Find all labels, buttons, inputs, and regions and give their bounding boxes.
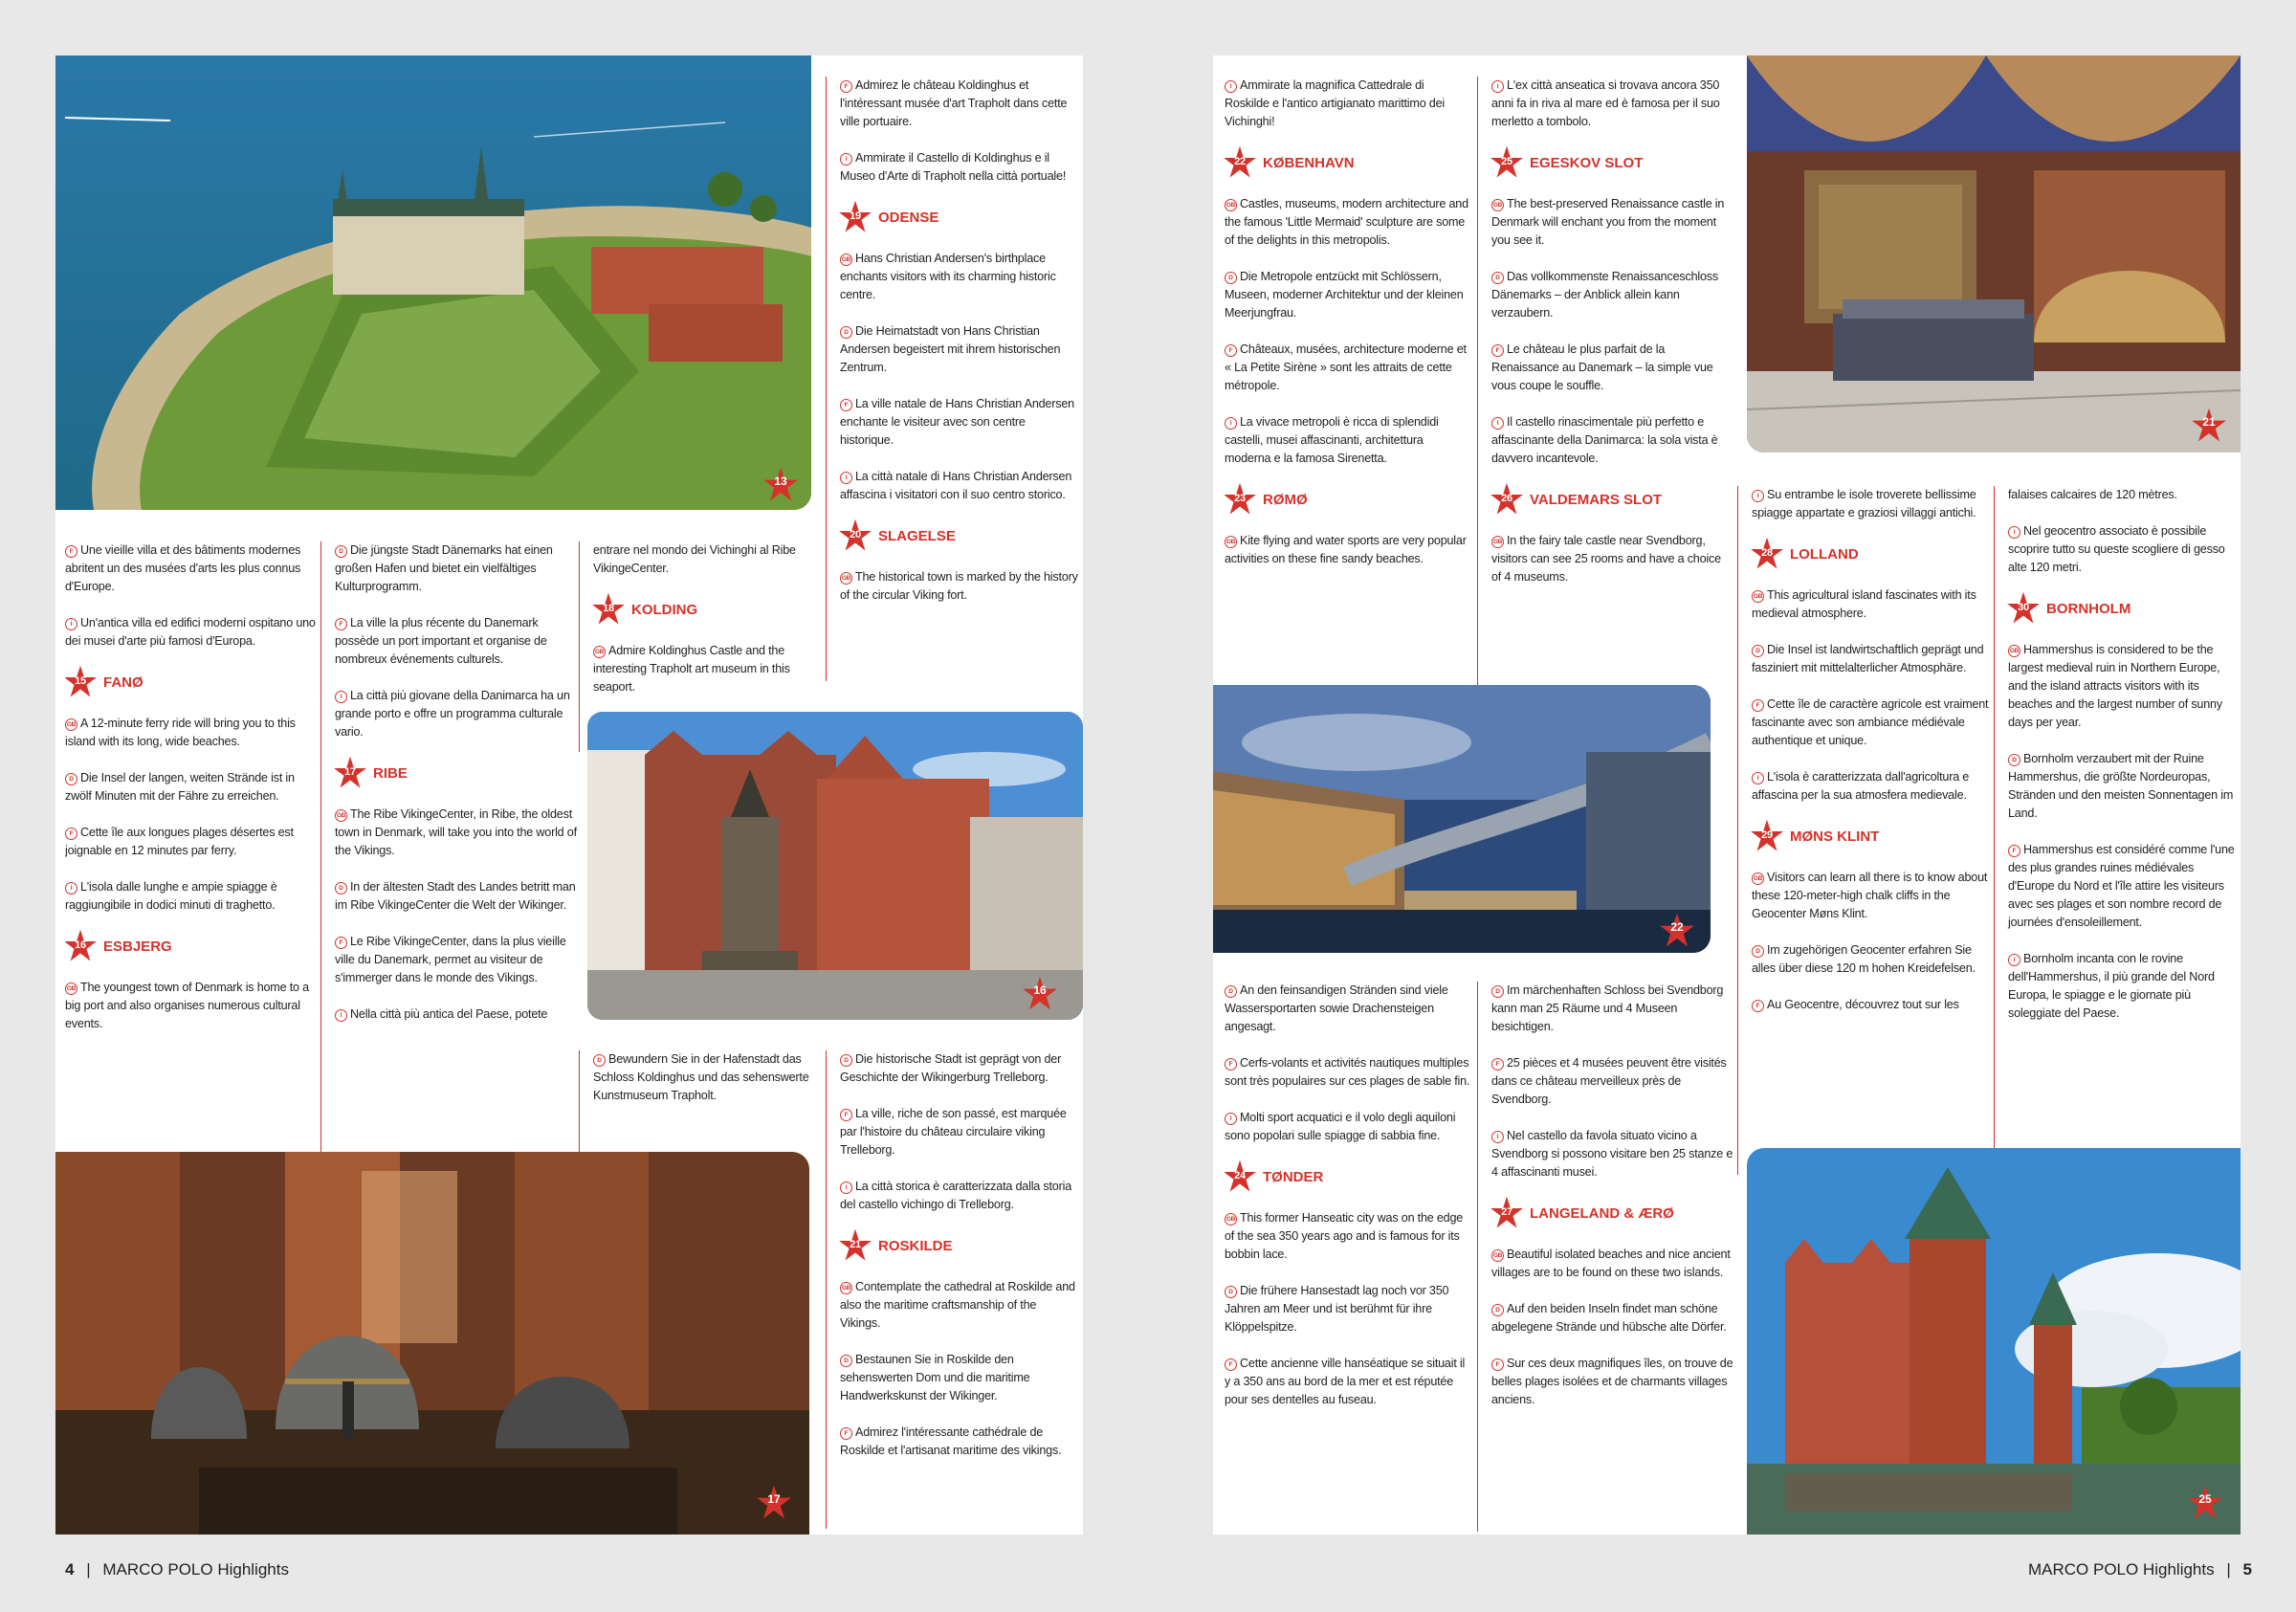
language-flag-icon: I xyxy=(1491,417,1504,430)
footer-right xyxy=(2028,1560,2252,1579)
language-flag-icon: F xyxy=(1225,344,1237,357)
language-flag-icon: GB xyxy=(1491,536,1504,548)
description-text: I Bornholm incanta con le rovine dell'Hammershus, il più grande del Nord Europa, le spiagge e le giornate più soleggiate del Paese. xyxy=(2008,952,2215,1020)
heading-slagelse xyxy=(838,519,1078,553)
language-flag-icon: I xyxy=(2008,954,2020,966)
description-text: I La vivace metropoli è ricca di splendidi castelli, musei affascinanti, architettura moderna e la famosa Sirenetta. xyxy=(1225,415,1439,465)
heading-ribe xyxy=(333,756,579,790)
description-text: I Nel geocentro associato è possibile scoprire tutto su queste scogliere di gesso alte 120 metri. xyxy=(2008,524,2225,574)
description-text: F Au Geocentre, découvrez tout sur les xyxy=(1752,996,1994,1014)
description-text: F Sur ces deux magnifiques îles, on trouve de belles plages isolées et de charmants villages anciens. xyxy=(1491,1357,1733,1406)
description-text: D Bornholm verzaubert mit der Ruine Hammershus, die größte Nordeuropas, Stränden und den meisten Sonnentagen im Land. xyxy=(2008,752,2234,820)
description-text: GB This agricultural island fascinates with its medieval atmosphere. xyxy=(1752,588,1976,620)
language-flag-icon: D xyxy=(335,882,347,894)
heading-bornholm xyxy=(2006,591,2241,626)
star-icon: 19 xyxy=(838,200,872,234)
photo-number-badge: 22 xyxy=(1659,913,1695,949)
description-text: I Nel castello da favola situato vicino a Svendborg si possono visitare ben 25 stanze e 4 affascinanti musei. xyxy=(1491,1129,1733,1179)
place-name: MØNS KLINT xyxy=(1790,828,1880,845)
footer-left xyxy=(65,1560,289,1579)
language-flag-icon: D xyxy=(1225,985,1237,998)
language-flag-icon: GB xyxy=(1752,590,1764,603)
star-icon: 15 xyxy=(65,665,98,699)
heading-lolland xyxy=(1750,537,1994,571)
viking-helmets-photo xyxy=(55,1152,809,1535)
description-text: F La ville, riche de son passé, est marquée par l'histoire du château circulaire viking Trelleborg. xyxy=(840,1107,1067,1157)
language-flag-icon: D xyxy=(65,773,77,785)
description-text: GB Contemplate the cathedral at Roskilde and also the maritime craftsmanship of the Vikings. xyxy=(840,1280,1075,1330)
language-flag-icon: I xyxy=(335,1009,347,1022)
heading-odense xyxy=(838,200,1078,234)
description-text: GB Admire Koldinghus Castle and the interesting Trapholt art museum in this seaport. xyxy=(593,644,790,694)
description-text: F Une vieille villa et des bâtiments modernes abritent un des musées d'arts les plus connus d'Europe. xyxy=(65,543,301,593)
description-text: GB This former Hanseatic city was on the edge of the sea 350 years ago and is famous for its bobbin lace. xyxy=(1225,1211,1464,1261)
heading-mons-klint xyxy=(1750,819,1994,853)
description-text: D An den feinsandigen Stränden sind viele Wassersportarten sowie Drachensteigen angesagt. xyxy=(1225,983,1448,1033)
language-flag-icon: I xyxy=(1752,490,1764,502)
place-name: LANGELAND & ÆRØ xyxy=(1530,1204,1674,1222)
place-name: ODENSE xyxy=(878,209,939,226)
text-column-5b xyxy=(1225,982,1471,1532)
heading-fano xyxy=(65,665,316,699)
description-text: F Le Ribe VikingeCenter, dans la plus vieille ville du Danemark, permet au visiteur de s'immerger dans le monde des Vikings. xyxy=(335,935,566,984)
description-text: D In der ältesten Stadt des Landes betritt man im Ribe VikingeCenter die Welt der Wikinger. xyxy=(335,880,576,912)
place-name: EGESKOV SLOT xyxy=(1530,154,1644,171)
description-text: D Die frühere Hansestadt lag noch vor 350 Jahren am Meer und ist berühmt für ihre Klöppelspitze. xyxy=(1225,1284,1449,1334)
language-flag-icon: F xyxy=(1752,699,1764,712)
language-flag-icon: I xyxy=(1491,80,1504,93)
star-icon: 29 xyxy=(1750,819,1784,853)
description-text: F Admirez le château Koldinghus et l'intéressant musée d'art Trapholt dans cette ville portuaire. xyxy=(840,78,1068,128)
language-flag-icon: D xyxy=(1225,1286,1237,1298)
description-text: F 25 pièces et 4 musées peuvent être visités dans ce château merveilleux près de Svendborg. xyxy=(1491,1056,1727,1106)
kronborg-castle-photo xyxy=(55,55,811,510)
language-flag-icon: D xyxy=(1491,1304,1504,1316)
description-text: I Un'antica villa ed edifici moderni ospitano uno dei musei d'arte più famosi d'Europa. xyxy=(65,616,316,648)
description-text: D Bestaunen Sie in Roskilde den sehenswerten Dom und die maritime Handwerkskunst der Wikinger. xyxy=(840,1353,1030,1402)
star-icon: 18 xyxy=(591,592,626,627)
photo-number-badge: 25 xyxy=(2187,1485,2223,1521)
language-flag-icon: D xyxy=(840,326,852,339)
description-text: F Cette île aux longues plages désertes est joignable en 12 minutes par ferry. xyxy=(65,826,294,857)
footer-separator: | xyxy=(2226,1560,2231,1579)
description-text: I La città storica è caratterizzata dalla storia del castello vichingo di Trelleborg. xyxy=(840,1180,1071,1211)
description-text: F Admirez l'intéressante cathédrale de Roskilde et l'artisanat maritime des vikings. xyxy=(840,1425,1062,1457)
description-text: D Im märchenhaften Schloss bei Svendborg kann man 25 Räume und 4 Museen besichtigen. xyxy=(1491,983,1724,1033)
photo-number-badge: 13 xyxy=(762,467,799,503)
description-text: D Die Heimatstadt von Hans Christian Andersen begeistert mit ihrem historischen Zentrum. xyxy=(840,324,1061,374)
page-number-right: 5 xyxy=(2242,1560,2252,1579)
language-flag-icon: D xyxy=(1225,272,1237,284)
language-flag-icon: F xyxy=(1491,344,1504,357)
description-text: D Die historische Stadt ist geprägt von der Geschichte der Wikingerburg Trelleborg. xyxy=(840,1052,1062,1084)
description-text: D Die Insel der langen, weiten Strände ist in zwölf Minuten mit der Fähre zu erreichen. xyxy=(65,771,295,803)
heading-esbjerg xyxy=(65,929,316,963)
place-name: FANØ xyxy=(103,674,144,691)
description-text: D Bewundern Sie in der Hafenstadt das Schloss Koldinghus und das sehenswerte Kunstmuseum Trapholt. xyxy=(593,1052,809,1102)
heading-egeskov xyxy=(1490,145,1733,180)
language-flag-icon: GB xyxy=(840,1282,852,1294)
description-text: I La città più giovane della Danimarca ha un grande porto e offre un programma culturale vario. xyxy=(335,689,570,739)
language-flag-icon: I xyxy=(1225,1113,1237,1125)
place-name: KØBENHAVN xyxy=(1263,154,1355,171)
description-text: GB Kite flying and water sports are very popular activities on these fine sandy beaches. xyxy=(1225,534,1467,565)
language-flag-icon: F xyxy=(1491,1358,1504,1371)
language-flag-icon: I xyxy=(840,153,852,166)
description-text: GB A 12-minute ferry ride will bring you to this island with its long, wide beaches. xyxy=(65,717,296,748)
language-flag-icon: F xyxy=(65,545,77,558)
star-icon: 28 xyxy=(1750,537,1784,571)
language-flag-icon: F xyxy=(1225,1058,1237,1071)
star-icon: 17 xyxy=(333,756,367,790)
description-text: GB In the fairy tale castle near Svendborg, visitors can see 25 rooms and have a choice of 4 museums. xyxy=(1491,534,1721,584)
language-flag-icon: D xyxy=(335,545,347,558)
description-text: F La ville la plus récente du Danemark possède un port important et organise de nombreux événements culturels. xyxy=(335,616,547,666)
language-flag-icon: GB xyxy=(1491,1249,1504,1262)
language-flag-icon: GB xyxy=(840,254,852,266)
language-flag-icon: I xyxy=(65,618,77,630)
description-text: F Cette île de caractère agricole est vraiment fascinante avec son ambiance médiévale authentique et unique. xyxy=(1752,697,1989,747)
language-flag-icon: I xyxy=(65,882,77,894)
description-text: D Auf den beiden Inseln findet man schöne abgelegene Strände und hübsche alte Dörfer. xyxy=(1491,1302,1727,1334)
place-name: RIBE xyxy=(373,764,408,782)
language-flag-icon: I xyxy=(840,472,852,484)
description-text: I La città natale di Hans Christian Andersen affascina i visitatori con il suo centro storico. xyxy=(840,470,1072,501)
page-5 xyxy=(1213,55,2241,1535)
koldinghus-square-photo xyxy=(587,712,1083,1020)
description-text: I Molti sport acquatici e il volo degli aquiloni sono popolari sulle spiagge di sabbia fine. xyxy=(1225,1111,1456,1142)
language-flag-icon: F xyxy=(65,828,77,840)
language-flag-icon: F xyxy=(2008,845,2020,857)
description-text: GB Hans Christian Andersen's birthplace enchants visitors with its charming historic centre. xyxy=(840,252,1056,301)
language-flag-icon: GB xyxy=(593,646,606,658)
language-flag-icon: F xyxy=(840,1427,852,1440)
heading-kolding xyxy=(591,592,823,627)
text-column-8 xyxy=(1994,486,2241,1175)
language-flag-icon: GB xyxy=(1225,536,1237,548)
language-flag-icon: F xyxy=(1491,1058,1504,1071)
heading-roskilde xyxy=(838,1228,1078,1263)
description-text: D Die Insel ist landwirtschaftlich geprägt und fasziniert mit mittelalterlicher Atmosphäre. xyxy=(1752,643,1984,674)
description-text: GB The Ribe VikingeCenter, in Ribe, the oldest town in Denmark, will take you into the world of the Vikings. xyxy=(335,807,577,857)
star-icon: 20 xyxy=(838,519,872,553)
page-number-left: 4 xyxy=(65,1560,75,1579)
language-flag-icon: F xyxy=(1752,1000,1764,1012)
description-text: I Il castello rinascimentale più perfetto e affascinante della Danimarca: la sola vista è davvero incantevole. xyxy=(1491,415,1718,465)
text-column-6b xyxy=(1477,982,1733,1532)
description-text: I L'isola dalle lunghe e ampie spiagge è raggiungibile in dodici minuti di traghetto. xyxy=(65,880,277,912)
description-text: D Im zugehörigen Geocenter erfahren Sie alles über diese 120 m hohen Kreidefelsen. xyxy=(1752,943,1976,975)
description-text: D Die Metropole entzückt mit Schlössern, Museen, moderner Architektur und der kleinen Meerjungfrau. xyxy=(1225,270,1464,320)
place-name: TØNDER xyxy=(1263,1168,1324,1185)
language-flag-icon: F xyxy=(1225,1358,1237,1371)
language-flag-icon: D xyxy=(1752,645,1764,657)
language-flag-icon: I xyxy=(1491,1131,1504,1143)
star-icon: 24 xyxy=(1225,1159,1257,1194)
text-column-5 xyxy=(1225,77,1471,708)
description-text: D Die jüngste Stadt Dänemarks hat einen großen Hafen und bietet ein vielfältiges Kulturprogramm. xyxy=(335,543,553,593)
star-icon: 22 xyxy=(1225,145,1257,180)
language-flag-icon: F xyxy=(840,80,852,93)
language-flag-icon: GB xyxy=(1752,872,1764,885)
language-flag-icon: D xyxy=(593,1054,606,1067)
description-text: I Nella città più antica del Paese, potete xyxy=(335,1005,579,1024)
language-flag-icon: D xyxy=(840,1054,852,1067)
language-flag-icon: F xyxy=(840,1109,852,1121)
place-name: VALDEMARS SLOT xyxy=(1530,491,1663,508)
description-text: F La ville natale de Hans Christian Andersen enchante le visiteur avec son centre historique. xyxy=(840,397,1074,447)
text-column-4b xyxy=(826,1050,1078,1529)
frederiksborg-interior-photo xyxy=(1747,55,2241,453)
description-text: GB Castles, museums, modern architecture and the famous 'Little Mermaid' sculpture are some of the delights in this metropolis. xyxy=(1225,197,1468,247)
language-flag-icon: I xyxy=(1752,772,1764,784)
text-column-2 xyxy=(320,541,579,1184)
description-text: GB The historical town is marked by the history of the circular Viking fort. xyxy=(840,570,1078,602)
language-flag-icon: F xyxy=(840,399,852,411)
language-flag-icon: GB xyxy=(1225,199,1237,211)
photo-number-badge: 17 xyxy=(756,1485,792,1521)
star-icon: 27 xyxy=(1490,1196,1524,1230)
language-flag-icon: F xyxy=(335,618,347,630)
description-text: F Cette ancienne ville hanséatique se situait il y a 350 ans au bord de la mer et est réputée pour ses dentelles au fuseau. xyxy=(1225,1357,1466,1406)
description-text: F Le château le plus parfait de la Renaissance au Danemark – la simple vue vous coupe le souffle. xyxy=(1491,342,1713,392)
language-flag-icon: I xyxy=(1225,417,1237,430)
place-name: SLAGELSE xyxy=(878,527,956,544)
language-flag-icon: D xyxy=(2008,754,2020,766)
footer-title-right: MARCO POLO Highlights xyxy=(2028,1560,2215,1579)
photo-number-badge: 21 xyxy=(2191,408,2227,444)
heading-romo xyxy=(1225,482,1471,517)
language-flag-icon: D xyxy=(1491,272,1504,284)
language-flag-icon: D xyxy=(1752,945,1764,958)
place-name: ROSKILDE xyxy=(878,1237,953,1254)
description-text: D Das vollkommenste Renaissanceschloss Dänemarks – der Anblick allein kann verzaubern. xyxy=(1491,270,1718,320)
description-text: GB Beautiful isolated beaches and nice ancient villages are to be found on these two islands. xyxy=(1491,1248,1731,1279)
description-text: I Ammirate la magnifica Cattedrale di Roskilde e l'antico artigianato marittimo dei Vichinghi! xyxy=(1225,78,1445,128)
language-flag-icon: GB xyxy=(1225,1213,1237,1226)
language-flag-icon: GB xyxy=(1491,199,1504,211)
place-name: LOLLAND xyxy=(1790,545,1859,563)
star-icon: 25 xyxy=(1490,145,1524,180)
star-icon: 23 xyxy=(1225,482,1257,517)
language-flag-icon: I xyxy=(1225,80,1237,93)
star-icon: 26 xyxy=(1490,482,1524,517)
language-flag-icon: GB xyxy=(65,718,77,731)
language-flag-icon: F xyxy=(335,937,347,949)
description-text: entrare nel mondo dei Vichinghi al Ribe VikingeCenter. xyxy=(593,543,796,575)
description-text: GB Hammershus is considered to be the largest medieval ruin in Northern Europe, and the island attracts visitors with its beaches and the largest number of sunny days per year. xyxy=(2008,643,2222,729)
text-column-4 xyxy=(826,77,1078,681)
footer-separator: | xyxy=(86,1560,91,1579)
fields-shopping-centre-photo xyxy=(1213,685,1711,953)
text-column-1 xyxy=(65,541,316,1173)
place-name: ESBJERG xyxy=(103,938,172,955)
language-flag-icon: GB xyxy=(335,809,347,822)
heading-valdemars xyxy=(1490,482,1733,517)
heading-kobenhavn xyxy=(1225,145,1471,180)
page-4 xyxy=(55,55,1083,1535)
description-text: I Su entrambe le isole troverete bellissime spiagge appartate e graziosi villaggi antichi. xyxy=(1752,488,1976,519)
description-text: I L'isola è caratterizzata dall'agricoltura e affascina per la sua atmosfera medievale. xyxy=(1752,770,1970,802)
photo-number-badge: 16 xyxy=(1022,976,1058,1012)
place-name: KOLDING xyxy=(631,601,698,618)
description-text: GB The best-preserved Renaissance castle in Denmark will enchant you from the moment you see it. xyxy=(1491,197,1725,247)
description-text: F Hammershus est considéré comme l'une des plus grandes ruines médiévales d'Europe du Nord et l'île attire les visiteurs avec ses plages et son nombre record de journées d'ensoleillement. xyxy=(2008,843,2235,929)
star-icon: 30 xyxy=(2006,591,2041,626)
footer-title-left: MARCO POLO Highlights xyxy=(102,1560,289,1579)
description-text: I Ammirate il Castello di Koldinghus e il Museo d'Arte di Trapholt nella città portuale! xyxy=(840,151,1067,183)
heading-tonder xyxy=(1225,1159,1471,1194)
description-text: I L'ex città anseatica si trovava ancora 350 anni fa in riva al mare ed è famosa per il suo merletto a tombolo. xyxy=(1491,78,1720,128)
description-text: GB Visitors can learn all there is to know about these 120-meter-high chalk cliffs in the Geocenter Møns Klint. xyxy=(1752,871,1988,920)
language-flag-icon: I xyxy=(840,1181,852,1194)
language-flag-icon: GB xyxy=(2008,645,2020,657)
text-column-7 xyxy=(1737,486,1994,1175)
text-column-6 xyxy=(1477,77,1733,708)
description-text: F Châteaux, musées, architecture moderne et « La Petite Sirène » sont les attraits de cette métropole. xyxy=(1225,342,1467,392)
language-flag-icon: D xyxy=(1491,985,1504,998)
star-icon: 16 xyxy=(65,929,98,963)
heading-langeland xyxy=(1490,1196,1733,1230)
description-text: falaises calcaires de 120 mètres. xyxy=(2008,488,2177,501)
language-flag-icon: GB xyxy=(65,983,77,995)
place-name: BORNHOLM xyxy=(2046,600,2131,617)
language-flag-icon: I xyxy=(2008,526,2020,539)
star-icon: 21 xyxy=(838,1228,872,1263)
language-flag-icon: I xyxy=(335,691,347,703)
language-flag-icon: D xyxy=(840,1355,852,1367)
description-text: F Cerfs-volants et activités nautiques multiples sont très populaires sur ces plages de sable fin. xyxy=(1225,1056,1470,1088)
egeskov-castle-photo xyxy=(1747,1148,2241,1535)
description-text: GB The youngest town of Denmark is home to a big port and also organises numerous cultural events. xyxy=(65,981,309,1030)
language-flag-icon: GB xyxy=(840,572,852,585)
place-name: RØMØ xyxy=(1263,491,1308,508)
